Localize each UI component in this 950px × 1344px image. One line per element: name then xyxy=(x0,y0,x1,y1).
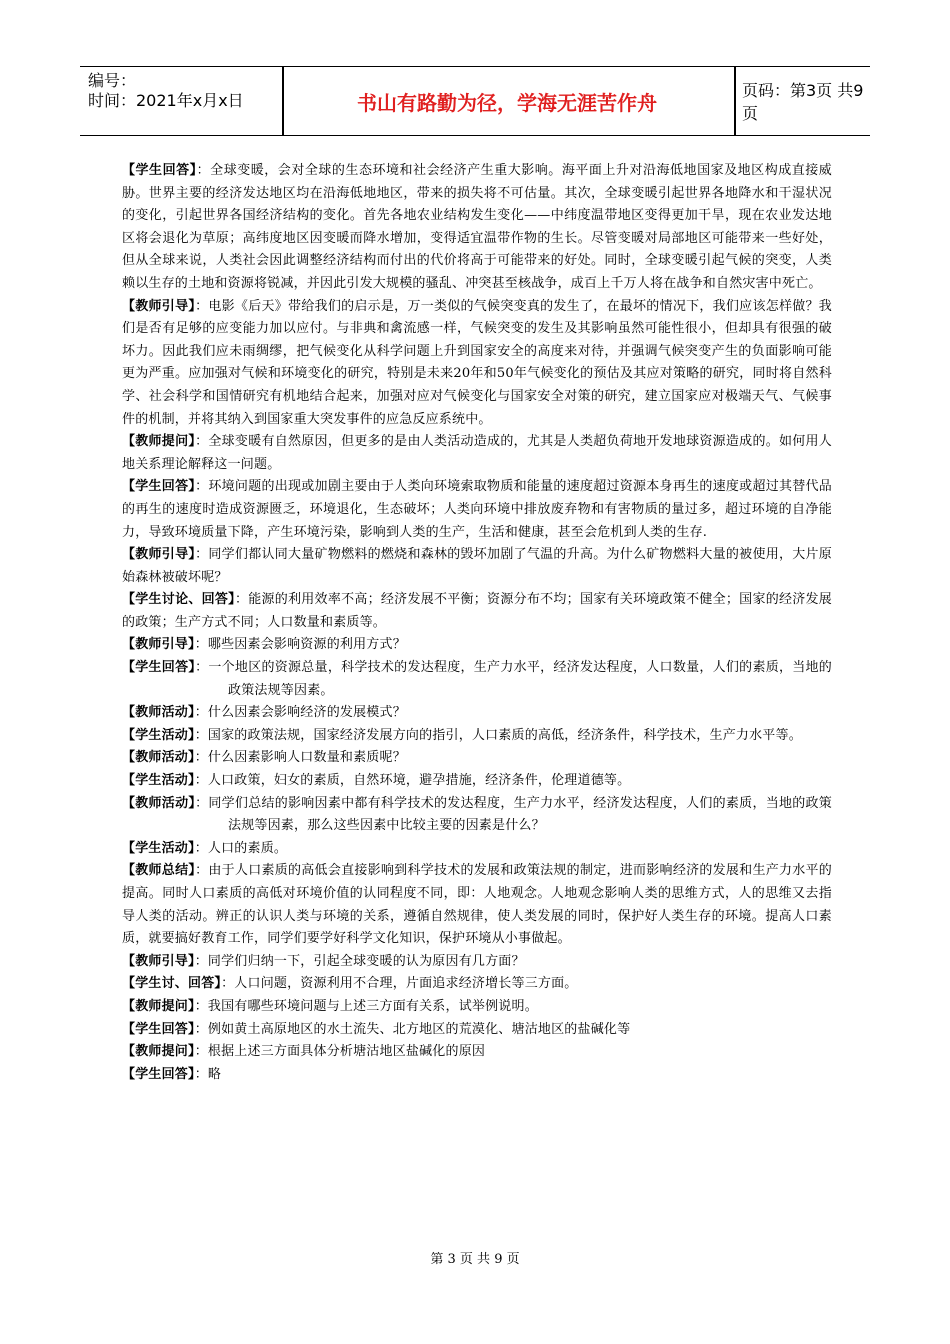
speaker-tag: 【教师提问】 xyxy=(122,434,196,450)
speaker-tag: 【学生活动】 xyxy=(122,840,195,856)
paragraph-text: ：全球变暖，会对全球的生态环境和社会经济产生重大影响。海平面上升对沿海低地国家及地区构成直接威胁。世界主要的经济发达地区均在沿海低地地区，带来的损失将不可估量。其次，全球变暖引起世界各地降水和干湿状况的变化，引起世界各国经济结构的变化。首先各地农业结构发生变化——中纬度温带地区变得更加干旱，现在农业发达地区将会退化为草原；高纬度地区因变暖而降水增加，变得适宜温带作物的生长。尽管变暖对局部地区可能带来一些好处，但从全球来说，人类社会因此调整经济结构而付出的代价将高于可能带来的好处。同时，全球变暖引起气候的突变，人类赖以生存的土地和资源将锐减，并因此引发大规模的骚乱、冲突甚至核战争，成百上千万人将在战争和自然灾害中死亡。 xyxy=(122,163,832,291)
speaker-tag: 【教师活动】 xyxy=(122,750,195,766)
document-body xyxy=(122,160,832,1086)
speaker-tag: 【学生回答】 xyxy=(122,479,196,495)
paragraph xyxy=(122,996,832,1019)
paragraph-text: ：一个地区的资源总量，科学技术的发达程度，生产力水平，经济发达程度，人口数量，人们的素质，当地的政策法规等因素。 xyxy=(195,660,832,698)
paragraph xyxy=(122,1041,832,1064)
paragraph xyxy=(122,431,832,476)
paragraph xyxy=(122,860,832,950)
paragraph-text: ：哪些因素会影响资源的利用方式？ xyxy=(194,637,406,653)
speaker-tag: 【教师引导】 xyxy=(122,547,196,563)
paragraph-text: ：由于人口素质的高低会直接影响到科学技术的发展和政策法规的制定，进而影响经济的发展和生产力水平的提高。同时人口素质的高低对环境价值的认同程度不同，即：人地观念。人地观念影响人类的思维方式，人的思维又去指导人类的活动。辨正的认识人类与环境的关系，遵循自然规律，使人类发展的同时，保护好人类生存的环境。提高人口素质，就要搞好教育工作，同学们要学好科学文化知识，保护环境从小事做起。 xyxy=(122,863,832,947)
paragraph xyxy=(122,634,832,657)
paragraph xyxy=(122,657,832,702)
paragraph-text: ：什么因素影响人口数量和素质呢？ xyxy=(194,750,406,766)
paragraph-text: ：能源的利用效率不高；经济发展不平衡；资源分布不均；国家有关环境政策不健全；国家的经济发展的政策；生产方式不同；人口数量和素质等。 xyxy=(122,592,832,630)
paragraph-text: ：国家的政策法规，国家经济发展方向的指引，人口素质的高低，经济条件，科学技术，生产力水平等。 xyxy=(194,727,802,743)
paragraph-text: ：什么因素会影响经济的发展模式？ xyxy=(194,705,406,721)
header-motto: 书山有路勤为径，学海无涯苦作舟 xyxy=(357,90,657,115)
paragraph-text: ：我国有哪些环境问题与上述三方面有关系，试举例说明。 xyxy=(194,998,538,1014)
paragraph xyxy=(122,770,832,793)
page-header xyxy=(80,66,870,136)
speaker-tag: 【教师引导】 xyxy=(122,637,195,653)
speaker-tag: 【学生讨、回答】 xyxy=(122,976,222,992)
paragraph xyxy=(122,747,832,770)
paragraph xyxy=(122,702,832,725)
speaker-tag: 【教师提问】 xyxy=(122,1044,195,1060)
speaker-tag: 【教师活动】 xyxy=(122,795,196,811)
paragraph xyxy=(122,1064,832,1087)
speaker-tag: 【学生活动】 xyxy=(122,773,195,789)
header-page-label: 页码：第3页 共9页 xyxy=(742,81,864,123)
paragraph-text: ：同学们都认同大量矿物燃料的燃烧和森林的毁坏加剧了气温的升高。为什么矿物燃料大量的被使用，大片原始森林被破坏呢？ xyxy=(122,547,832,585)
speaker-tag: 【学生回答】 xyxy=(122,163,197,178)
paragraph xyxy=(122,544,832,589)
paragraph xyxy=(122,160,832,296)
paragraph xyxy=(122,973,832,996)
paragraph-text: ：同学们归纳一下，引起全球变暖的认为原因有几方面？ xyxy=(194,953,525,969)
speaker-tag: 【教师总结】 xyxy=(122,863,196,879)
speaker-tag: 【学生讨论、回答】 xyxy=(122,592,235,608)
speaker-tag: 【教师活动】 xyxy=(122,705,195,721)
paragraph xyxy=(122,951,832,974)
paragraph-text: ：人口政策，妇女的素质，自然环境，避孕措施，经济条件，伦理道德等。 xyxy=(194,773,631,789)
speaker-tag: 【学生回答】 xyxy=(122,1021,195,1037)
paragraph-text: ：人口的素质。 xyxy=(194,840,288,856)
speaker-tag: 【学生回答】 xyxy=(122,1066,195,1082)
paragraph xyxy=(122,589,832,634)
paragraph-text: ：电影《后天》带给我们的启示是，万一类似的气候突变真的发生了，在最坏的情况下，我们应该怎样做？我们是否有足够的应变能力加以应付。与非典和禽流感一样，气候突变的发生及其影响虽然可能性很小，但却具有很强的破坏力。因此我们应未雨绸缪，把气候变化从科学问题上升到国家安全的高度来对待，并强调气候突变产生的负面影响可能更为严重。应加强对气候和环境变化的研究，特别是未来20年和50年气候变化的预估及其应对策略的研究，同时将自然科学、社会科学和国情研究有机地结合起来，加强对应对气候变化与国家安全对策的研究，建立国家应对极端天气、气候事件的机制，并将其纳入到国家重大突发事件的应急反应系统中。 xyxy=(122,298,832,427)
paragraph xyxy=(122,296,832,432)
paragraph-text: ：略 xyxy=(194,1066,222,1082)
paragraph-text: ：人口问题，资源利用不合理，片面追求经济增长等三方面。 xyxy=(221,976,578,992)
number-label: 编号： xyxy=(88,71,137,90)
paragraph-text: ：根据上述三方面具体分析塘沽地区盐碱化的原因 xyxy=(194,1044,486,1060)
speaker-tag: 【教师提问】 xyxy=(122,998,195,1014)
time-label: 时间：2021年x月x日 xyxy=(88,91,244,110)
paragraph-text: ：例如黄土高原地区的水土流失、北方地区的荒漠化、塘沽地区的盐碱化等 xyxy=(194,1021,631,1037)
speaker-tag: 【学生活动】 xyxy=(122,727,195,743)
paragraph xyxy=(122,725,832,748)
speaker-tag: 【教师引导】 xyxy=(122,953,195,969)
speaker-tag: 【教师引导】 xyxy=(122,298,196,314)
paragraph-text: ：同学们总结的影响因素中都有科学技术的发达程度，生产力水平，经济发达程度，人们的素质，当地的政策法规等因素，那么这些因素中比较主要的因素是什么？ xyxy=(195,795,832,834)
paragraph xyxy=(122,1019,832,1042)
speaker-tag: 【学生回答】 xyxy=(122,660,196,676)
paragraph xyxy=(122,476,832,544)
paragraph xyxy=(122,838,832,861)
paragraph-text: ：全球变暖有自然原因，但更多的是由人类活动造成的，尤其是人类超负荷地开发地球资源造成的。如何用人地关系理论解释这一问题。 xyxy=(122,434,832,472)
page-footer: 第 3 页 共 9 页 xyxy=(430,1252,520,1267)
header-info xyxy=(88,71,288,131)
paragraph-text: ：环境问题的出现或加剧主要由于人类向环境索取物质和能量的速度超过资源本身再生的速度或超过其替代品的再生的速度时造成资源匮乏，环境退化，生态破坏；人类向环境中排放废弃物和有害物质的量过多，超过环境的自净能力，导致环境质量下降，产生环境污染，影响到人类的生产，生活和健康，甚至会危机到人类的生存. xyxy=(122,479,832,540)
paragraph xyxy=(122,793,832,838)
